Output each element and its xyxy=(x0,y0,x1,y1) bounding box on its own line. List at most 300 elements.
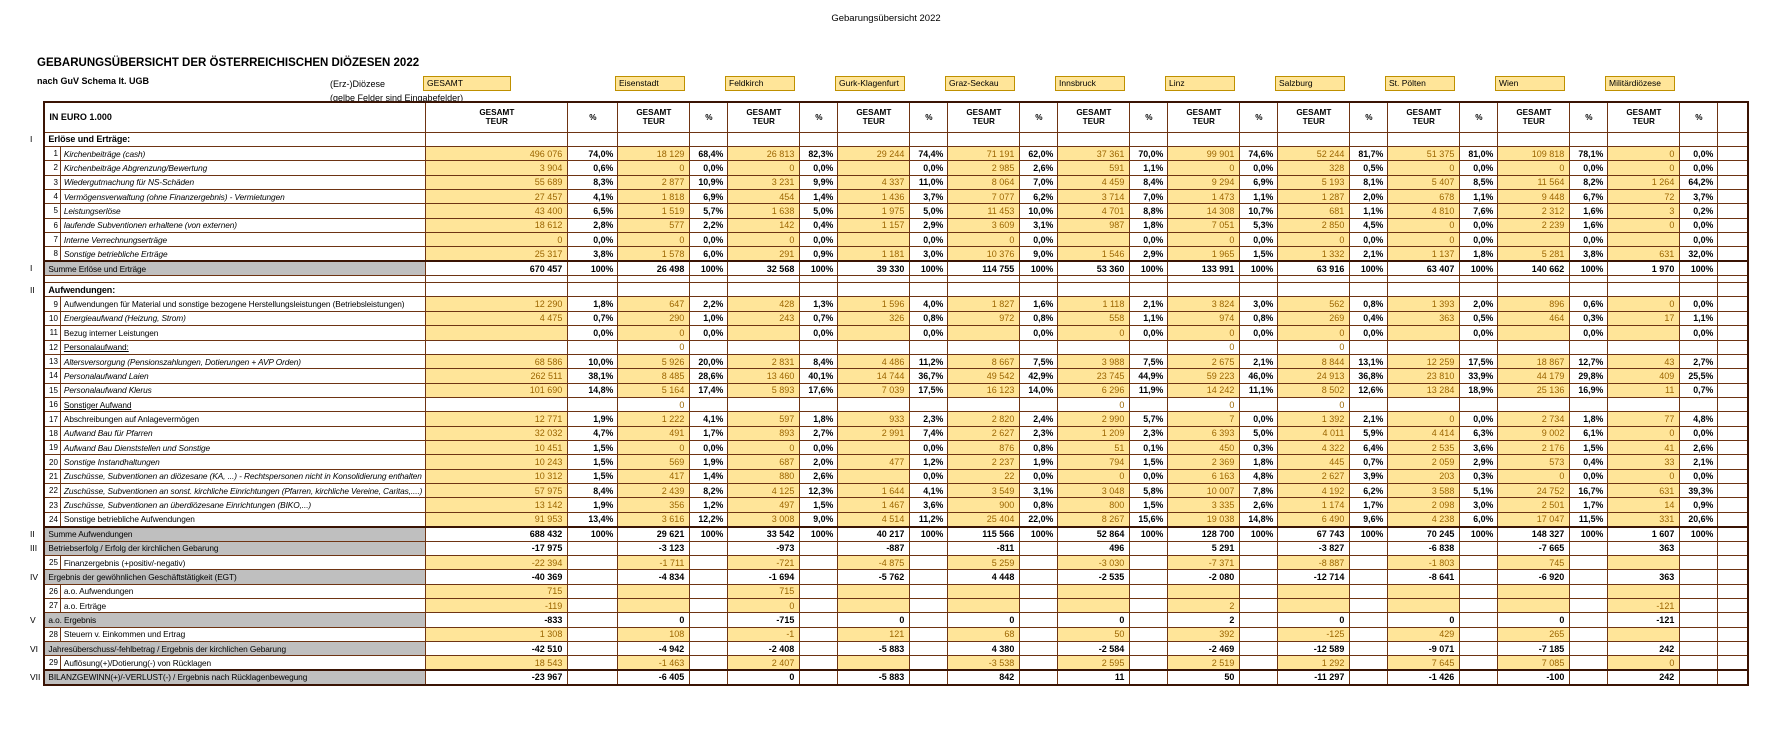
teur-input-eisenstadt[interactable]: 1 519 xyxy=(618,204,690,218)
teur-input-gesamt[interactable]: 1 308 xyxy=(426,627,568,641)
teur-input-graz-seckau[interactable] xyxy=(948,599,1020,613)
teur-input-eisenstadt[interactable]: 0 xyxy=(618,233,690,247)
teur-input-gesamt[interactable]: 32 032 xyxy=(426,426,568,440)
teur-input-wien[interactable]: 896 xyxy=(1498,297,1570,311)
teur-input-gurk-klagenfurt[interactable]: 477 xyxy=(838,455,910,469)
teur-input-wien[interactable]: 0 xyxy=(1498,469,1570,483)
teur-input-innsbruck[interactable]: 1 546 xyxy=(1058,247,1130,261)
teur-input-salzburg[interactable]: 0 xyxy=(1278,326,1350,340)
diocese-header-innsbruck[interactable]: Innsbruck xyxy=(1055,76,1125,91)
teur-input-gurk-klagenfurt[interactable] xyxy=(838,441,910,455)
teur-input-gurk-klagenfurt[interactable]: 1 644 xyxy=(838,484,910,498)
teur-input-militardiozese[interactable]: 33 xyxy=(1608,455,1680,469)
teur-input-eisenstadt[interactable] xyxy=(618,584,690,598)
teur-input-feldkirch[interactable]: 5 893 xyxy=(728,383,800,397)
teur-input-st-polten[interactable]: 7 645 xyxy=(1388,656,1460,670)
diocese-header-militardiozese[interactable]: Militärdiözese xyxy=(1605,76,1675,91)
teur-input-gesamt[interactable]: 18 612 xyxy=(426,218,568,232)
teur-input-militardiozese[interactable]: 41 xyxy=(1608,441,1680,455)
teur-input-feldkirch[interactable]: 3 231 xyxy=(728,175,800,189)
teur-input-salzburg[interactable]: 4 192 xyxy=(1278,484,1350,498)
teur-input-feldkirch[interactable]: 880 xyxy=(728,469,800,483)
teur-input-innsbruck[interactable]: 591 xyxy=(1058,161,1130,175)
teur-input-salzburg[interactable]: 562 xyxy=(1278,297,1350,311)
teur-input-graz-seckau[interactable]: 2 627 xyxy=(948,426,1020,440)
teur-input-feldkirch[interactable]: 3 008 xyxy=(728,512,800,526)
teur-input-wien[interactable] xyxy=(1498,233,1570,247)
teur-input-st-polten[interactable]: 0 xyxy=(1388,233,1460,247)
teur-input-militardiozese[interactable]: 11 xyxy=(1608,383,1680,397)
teur-input-innsbruck[interactable]: 794 xyxy=(1058,455,1130,469)
diocese-header-gesamt[interactable]: GESAMT xyxy=(423,76,511,91)
teur-input-salzburg[interactable]: 1 332 xyxy=(1278,247,1350,261)
diocese-header-wien[interactable]: Wien xyxy=(1495,76,1565,91)
teur-input-st-polten[interactable]: 13 284 xyxy=(1388,383,1460,397)
teur-input-salzburg[interactable]: 269 xyxy=(1278,311,1350,325)
teur-input-innsbruck[interactable]: 800 xyxy=(1058,498,1130,512)
teur-input-militardiozese[interactable]: 0 xyxy=(1608,656,1680,670)
teur-input-linz[interactable]: 450 xyxy=(1168,441,1240,455)
teur-input-militardiozese[interactable]: 0 xyxy=(1608,146,1680,160)
teur-input-salzburg[interactable] xyxy=(1278,599,1350,613)
teur-input-wien[interactable]: 9 002 xyxy=(1498,426,1570,440)
teur-input-gurk-klagenfurt[interactable]: -4 875 xyxy=(838,555,910,569)
teur-input-wien[interactable]: 2 312 xyxy=(1498,204,1570,218)
teur-input-gurk-klagenfurt[interactable]: 4 337 xyxy=(838,175,910,189)
teur-input-graz-seckau[interactable]: 71 191 xyxy=(948,146,1020,160)
teur-input-gurk-klagenfurt[interactable]: 1 975 xyxy=(838,204,910,218)
teur-input-linz[interactable]: 99 901 xyxy=(1168,146,1240,160)
teur-input-gurk-klagenfurt[interactable] xyxy=(838,233,910,247)
teur-input-militardiozese[interactable]: -121 xyxy=(1608,599,1680,613)
teur-input-gesamt[interactable]: 101 690 xyxy=(426,383,568,397)
diocese-header-gurk-klagenfurt[interactable]: Gurk-Klagenfurt xyxy=(835,76,905,91)
teur-input-wien[interactable]: 573 xyxy=(1498,455,1570,469)
teur-input-innsbruck[interactable]: 51 xyxy=(1058,441,1130,455)
teur-input-gesamt[interactable]: 55 689 xyxy=(426,175,568,189)
teur-input-gesamt[interactable]: 3 904 xyxy=(426,161,568,175)
teur-input-linz[interactable]: 1 965 xyxy=(1168,247,1240,261)
teur-input-innsbruck[interactable]: 987 xyxy=(1058,218,1130,232)
teur-input-graz-seckau[interactable]: 8 064 xyxy=(948,175,1020,189)
teur-input-eisenstadt[interactable]: 5 926 xyxy=(618,354,690,368)
teur-input-wien[interactable]: 7 085 xyxy=(1498,656,1570,670)
teur-input-gesamt[interactable]: 27 457 xyxy=(426,189,568,203)
teur-input-gesamt[interactable]: 10 243 xyxy=(426,455,568,469)
teur-input-innsbruck[interactable]: 50 xyxy=(1058,627,1130,641)
teur-input-innsbruck[interactable] xyxy=(1058,599,1130,613)
teur-input-wien[interactable]: 2 176 xyxy=(1498,441,1570,455)
teur-input-wien[interactable]: 745 xyxy=(1498,555,1570,569)
teur-input-gurk-klagenfurt[interactable]: 326 xyxy=(838,311,910,325)
teur-input-st-polten[interactable]: 51 375 xyxy=(1388,146,1460,160)
teur-input-linz[interactable]: 0 xyxy=(1168,233,1240,247)
teur-input-militardiozese[interactable]: 77 xyxy=(1608,412,1680,426)
teur-input-gurk-klagenfurt[interactable]: 933 xyxy=(838,412,910,426)
teur-input-wien[interactable]: 24 752 xyxy=(1498,484,1570,498)
teur-input-st-polten[interactable]: 4 238 xyxy=(1388,512,1460,526)
teur-input-innsbruck[interactable]: 2 990 xyxy=(1058,412,1130,426)
teur-input-eisenstadt[interactable]: 0 xyxy=(618,326,690,340)
teur-input-innsbruck[interactable]: 6 296 xyxy=(1058,383,1130,397)
teur-input-innsbruck[interactable]: 0 xyxy=(1058,326,1130,340)
teur-input-innsbruck[interactable] xyxy=(1058,233,1130,247)
teur-input-salzburg[interactable]: 1 287 xyxy=(1278,189,1350,203)
teur-input-salzburg[interactable]: 8 502 xyxy=(1278,383,1350,397)
teur-input-graz-seckau[interactable]: 972 xyxy=(948,311,1020,325)
teur-input-st-polten[interactable]: 2 098 xyxy=(1388,498,1460,512)
teur-input-gesamt[interactable]: 13 142 xyxy=(426,498,568,512)
teur-input-feldkirch[interactable]: 497 xyxy=(728,498,800,512)
teur-input-gurk-klagenfurt[interactable] xyxy=(838,599,910,613)
teur-input-gesamt[interactable]: 18 543 xyxy=(426,656,568,670)
teur-input-st-polten[interactable]: 4 810 xyxy=(1388,204,1460,218)
teur-input-wien[interactable]: 9 448 xyxy=(1498,189,1570,203)
teur-input-militardiozese[interactable]: 631 xyxy=(1608,484,1680,498)
teur-input-gesamt[interactable] xyxy=(426,326,568,340)
teur-input-graz-seckau[interactable]: 0 xyxy=(948,233,1020,247)
teur-input-linz[interactable]: 59 223 xyxy=(1168,369,1240,383)
teur-input-gurk-klagenfurt[interactable] xyxy=(838,161,910,175)
teur-input-gurk-klagenfurt[interactable]: 14 744 xyxy=(838,369,910,383)
teur-input-st-polten[interactable]: 0 xyxy=(1388,218,1460,232)
teur-input-linz[interactable]: 2 xyxy=(1168,599,1240,613)
teur-input-graz-seckau[interactable]: 16 123 xyxy=(948,383,1020,397)
teur-input-eisenstadt[interactable]: -1 711 xyxy=(618,555,690,569)
teur-input-innsbruck[interactable]: 3 048 xyxy=(1058,484,1130,498)
teur-input-linz[interactable]: -7 371 xyxy=(1168,555,1240,569)
teur-input-militardiozese[interactable]: 0 xyxy=(1608,161,1680,175)
teur-input-st-polten[interactable]: 678 xyxy=(1388,189,1460,203)
teur-input-gesamt[interactable]: 0 xyxy=(426,233,568,247)
teur-input-feldkirch[interactable]: 13 460 xyxy=(728,369,800,383)
teur-input-wien[interactable]: 11 564 xyxy=(1498,175,1570,189)
teur-input-militardiozese[interactable]: 409 xyxy=(1608,369,1680,383)
teur-input-linz[interactable]: 7 051 xyxy=(1168,218,1240,232)
diocese-header-eisenstadt[interactable]: Eisenstadt xyxy=(615,76,685,91)
teur-input-eisenstadt[interactable]: 8 485 xyxy=(618,369,690,383)
teur-input-linz[interactable] xyxy=(1168,584,1240,598)
teur-input-eisenstadt[interactable]: 5 164 xyxy=(618,383,690,397)
teur-input-salzburg[interactable]: 1 292 xyxy=(1278,656,1350,670)
teur-input-wien[interactable]: 2 239 xyxy=(1498,218,1570,232)
teur-input-gesamt[interactable]: 10 451 xyxy=(426,441,568,455)
diocese-header-linz[interactable]: Linz xyxy=(1165,76,1235,91)
teur-input-feldkirch[interactable]: 2 831 xyxy=(728,354,800,368)
teur-input-linz[interactable]: 19 038 xyxy=(1168,512,1240,526)
teur-input-gesamt[interactable]: 10 312 xyxy=(426,469,568,483)
teur-input-st-polten[interactable]: 2 535 xyxy=(1388,441,1460,455)
teur-input-militardiozese[interactable]: 631 xyxy=(1608,247,1680,261)
teur-input-eisenstadt[interactable]: 1 578 xyxy=(618,247,690,261)
teur-input-wien[interactable]: 109 818 xyxy=(1498,146,1570,160)
teur-input-militardiozese[interactable]: 17 xyxy=(1608,311,1680,325)
teur-input-feldkirch[interactable]: 0 xyxy=(728,599,800,613)
teur-input-gurk-klagenfurt[interactable] xyxy=(838,326,910,340)
teur-input-feldkirch[interactable]: 893 xyxy=(728,426,800,440)
teur-input-graz-seckau[interactable]: 5 259 xyxy=(948,555,1020,569)
teur-input-innsbruck[interactable]: 8 267 xyxy=(1058,512,1130,526)
teur-input-gurk-klagenfurt[interactable]: 4 486 xyxy=(838,354,910,368)
teur-input-gurk-klagenfurt[interactable]: 1 181 xyxy=(838,247,910,261)
teur-input-st-polten[interactable]: 3 588 xyxy=(1388,484,1460,498)
teur-input-salzburg[interactable]: 445 xyxy=(1278,455,1350,469)
teur-input-graz-seckau[interactable]: 900 xyxy=(948,498,1020,512)
teur-input-wien[interactable] xyxy=(1498,584,1570,598)
teur-input-eisenstadt[interactable]: 1 818 xyxy=(618,189,690,203)
teur-input-linz[interactable]: 1 473 xyxy=(1168,189,1240,203)
teur-input-eisenstadt[interactable]: 356 xyxy=(618,498,690,512)
teur-input-gurk-klagenfurt[interactable] xyxy=(838,656,910,670)
teur-input-salzburg[interactable]: 5 193 xyxy=(1278,175,1350,189)
teur-input-salzburg[interactable]: 24 913 xyxy=(1278,369,1350,383)
teur-input-st-polten[interactable]: 0 xyxy=(1388,412,1460,426)
teur-input-eisenstadt[interactable]: 0 xyxy=(618,441,690,455)
teur-input-innsbruck[interactable]: 3 988 xyxy=(1058,354,1130,368)
teur-input-feldkirch[interactable]: 1 638 xyxy=(728,204,800,218)
teur-input-militardiozese[interactable] xyxy=(1608,627,1680,641)
teur-input-eisenstadt[interactable]: 0 xyxy=(618,161,690,175)
teur-input-militardiozese[interactable]: 14 xyxy=(1608,498,1680,512)
teur-input-graz-seckau[interactable]: 22 xyxy=(948,469,1020,483)
teur-input-graz-seckau[interactable]: 10 376 xyxy=(948,247,1020,261)
teur-input-innsbruck[interactable]: -3 030 xyxy=(1058,555,1130,569)
teur-input-gurk-klagenfurt[interactable]: 1 157 xyxy=(838,218,910,232)
teur-input-gesamt[interactable]: -119 xyxy=(426,599,568,613)
teur-input-feldkirch[interactable]: 597 xyxy=(728,412,800,426)
teur-input-eisenstadt[interactable]: 108 xyxy=(618,627,690,641)
teur-input-militardiozese[interactable] xyxy=(1608,233,1680,247)
teur-input-feldkirch[interactable]: 0 xyxy=(728,161,800,175)
teur-input-salzburg[interactable]: 0 xyxy=(1278,233,1350,247)
teur-input-graz-seckau[interactable]: 11 453 xyxy=(948,204,1020,218)
teur-input-feldkirch[interactable]: -721 xyxy=(728,555,800,569)
teur-input-militardiozese[interactable]: 1 264 xyxy=(1608,175,1680,189)
teur-input-gesamt[interactable]: 715 xyxy=(426,584,568,598)
teur-input-militardiozese[interactable]: 331 xyxy=(1608,512,1680,526)
teur-input-st-polten[interactable]: 203 xyxy=(1388,469,1460,483)
teur-input-graz-seckau[interactable]: 3 609 xyxy=(948,218,1020,232)
teur-input-st-polten[interactable]: 0 xyxy=(1388,161,1460,175)
teur-input-st-polten[interactable]: 5 407 xyxy=(1388,175,1460,189)
teur-input-militardiozese[interactable] xyxy=(1608,555,1680,569)
teur-input-wien[interactable]: 464 xyxy=(1498,311,1570,325)
teur-input-militardiozese[interactable] xyxy=(1608,584,1680,598)
teur-input-militardiozese[interactable] xyxy=(1608,326,1680,340)
teur-input-graz-seckau[interactable]: 876 xyxy=(948,441,1020,455)
teur-input-eisenstadt[interactable]: 1 222 xyxy=(618,412,690,426)
teur-input-graz-seckau[interactable]: 2 237 xyxy=(948,455,1020,469)
teur-input-gurk-klagenfurt[interactable]: 29 244 xyxy=(838,146,910,160)
teur-input-eisenstadt[interactable]: -1 463 xyxy=(618,656,690,670)
teur-input-graz-seckau[interactable]: 7 077 xyxy=(948,189,1020,203)
teur-input-st-polten[interactable]: 1 393 xyxy=(1388,297,1460,311)
teur-input-innsbruck[interactable]: 2 595 xyxy=(1058,656,1130,670)
teur-input-linz[interactable]: 6 393 xyxy=(1168,426,1240,440)
teur-input-gurk-klagenfurt[interactable]: 1 467 xyxy=(838,498,910,512)
teur-input-innsbruck[interactable]: 0 xyxy=(1058,469,1130,483)
teur-input-eisenstadt[interactable]: 491 xyxy=(618,426,690,440)
teur-input-wien[interactable]: 265 xyxy=(1498,627,1570,641)
teur-input-gesamt[interactable]: 262 511 xyxy=(426,369,568,383)
teur-input-eisenstadt[interactable]: 647 xyxy=(618,297,690,311)
teur-input-feldkirch[interactable]: 142 xyxy=(728,218,800,232)
teur-input-salzburg[interactable]: 328 xyxy=(1278,161,1350,175)
teur-input-salzburg[interactable] xyxy=(1278,584,1350,598)
teur-input-linz[interactable]: 2 369 xyxy=(1168,455,1240,469)
teur-input-st-polten[interactable]: 4 414 xyxy=(1388,426,1460,440)
teur-input-gurk-klagenfurt[interactable]: 7 039 xyxy=(838,383,910,397)
teur-input-militardiozese[interactable]: 0 xyxy=(1608,297,1680,311)
teur-input-gurk-klagenfurt[interactable] xyxy=(838,584,910,598)
teur-input-gurk-klagenfurt[interactable]: 4 514 xyxy=(838,512,910,526)
teur-input-eisenstadt[interactable]: 577 xyxy=(618,218,690,232)
teur-input-militardiozese[interactable]: 0 xyxy=(1608,426,1680,440)
teur-input-gurk-klagenfurt[interactable]: 2 991 xyxy=(838,426,910,440)
teur-input-linz[interactable]: 14 242 xyxy=(1168,383,1240,397)
teur-input-wien[interactable] xyxy=(1498,599,1570,613)
teur-input-gurk-klagenfurt[interactable]: 1 596 xyxy=(838,297,910,311)
teur-input-linz[interactable]: 0 xyxy=(1168,161,1240,175)
teur-input-salzburg[interactable]: 2 850 xyxy=(1278,218,1350,232)
teur-input-linz[interactable]: 2 519 xyxy=(1168,656,1240,670)
teur-input-wien[interactable]: 0 xyxy=(1498,161,1570,175)
teur-input-gesamt[interactable]: 496 076 xyxy=(426,146,568,160)
teur-input-gesamt[interactable]: 91 953 xyxy=(426,512,568,526)
teur-input-gesamt[interactable]: 12 771 xyxy=(426,412,568,426)
teur-input-st-polten[interactable]: 1 137 xyxy=(1388,247,1460,261)
teur-input-salzburg[interactable]: 681 xyxy=(1278,204,1350,218)
teur-input-st-polten[interactable] xyxy=(1388,599,1460,613)
teur-input-eisenstadt[interactable]: 417 xyxy=(618,469,690,483)
teur-input-salzburg[interactable]: 4 322 xyxy=(1278,441,1350,455)
teur-input-feldkirch[interactable]: 715 xyxy=(728,584,800,598)
teur-input-gurk-klagenfurt[interactable] xyxy=(838,469,910,483)
teur-input-graz-seckau[interactable]: 3 549 xyxy=(948,484,1020,498)
teur-input-wien[interactable]: 5 281 xyxy=(1498,247,1570,261)
teur-input-innsbruck[interactable]: 1 209 xyxy=(1058,426,1130,440)
teur-input-gurk-klagenfurt[interactable]: 121 xyxy=(838,627,910,641)
teur-input-st-polten[interactable]: -1 803 xyxy=(1388,555,1460,569)
teur-input-linz[interactable]: 3 824 xyxy=(1168,297,1240,311)
teur-input-feldkirch[interactable]: 4 125 xyxy=(728,484,800,498)
teur-input-eisenstadt[interactable]: 569 xyxy=(618,455,690,469)
teur-input-graz-seckau[interactable]: 68 xyxy=(948,627,1020,641)
teur-input-graz-seckau[interactable]: 2 985 xyxy=(948,161,1020,175)
teur-input-salzburg[interactable]: 4 011 xyxy=(1278,426,1350,440)
teur-input-wien[interactable] xyxy=(1498,326,1570,340)
diocese-header-st-polten[interactable]: St. Pölten xyxy=(1385,76,1455,91)
teur-input-militardiozese[interactable]: 43 xyxy=(1608,354,1680,368)
teur-input-wien[interactable]: 2 734 xyxy=(1498,412,1570,426)
teur-input-st-polten[interactable]: 12 259 xyxy=(1388,354,1460,368)
teur-input-graz-seckau[interactable] xyxy=(948,326,1020,340)
teur-input-linz[interactable]: 3 335 xyxy=(1168,498,1240,512)
teur-input-innsbruck[interactable]: 4 701 xyxy=(1058,204,1130,218)
teur-input-st-polten[interactable]: 23 810 xyxy=(1388,369,1460,383)
teur-input-st-polten[interactable]: 429 xyxy=(1388,627,1460,641)
teur-input-eisenstadt[interactable]: 290 xyxy=(618,311,690,325)
teur-input-gesamt[interactable]: 68 586 xyxy=(426,354,568,368)
teur-input-gesamt[interactable]: 12 290 xyxy=(426,297,568,311)
teur-input-eisenstadt[interactable]: 3 616 xyxy=(618,512,690,526)
teur-input-salzburg[interactable]: 8 844 xyxy=(1278,354,1350,368)
teur-input-feldkirch[interactable]: 291 xyxy=(728,247,800,261)
teur-input-militardiozese[interactable]: 0 xyxy=(1608,469,1680,483)
teur-input-linz[interactable]: 0 xyxy=(1168,326,1240,340)
teur-input-linz[interactable]: 14 308 xyxy=(1168,204,1240,218)
teur-input-salzburg[interactable]: -8 887 xyxy=(1278,555,1350,569)
teur-input-linz[interactable]: 10 007 xyxy=(1168,484,1240,498)
teur-input-feldkirch[interactable]: 243 xyxy=(728,311,800,325)
teur-input-gurk-klagenfurt[interactable]: 1 436 xyxy=(838,189,910,203)
teur-input-feldkirch[interactable]: -1 xyxy=(728,627,800,641)
teur-input-linz[interactable]: 2 675 xyxy=(1168,354,1240,368)
teur-input-eisenstadt[interactable]: 18 129 xyxy=(618,146,690,160)
teur-input-gesamt[interactable]: 25 317 xyxy=(426,247,568,261)
teur-input-eisenstadt[interactable] xyxy=(618,599,690,613)
teur-input-feldkirch[interactable] xyxy=(728,326,800,340)
teur-input-innsbruck[interactable]: 4 459 xyxy=(1058,175,1130,189)
teur-input-innsbruck[interactable]: 1 118 xyxy=(1058,297,1130,311)
teur-input-linz[interactable]: 9 294 xyxy=(1168,175,1240,189)
teur-input-graz-seckau[interactable]: 49 542 xyxy=(948,369,1020,383)
teur-input-innsbruck[interactable] xyxy=(1058,584,1130,598)
diocese-header-salzburg[interactable]: Salzburg xyxy=(1275,76,1345,91)
teur-input-innsbruck[interactable]: 23 745 xyxy=(1058,369,1130,383)
teur-input-wien[interactable]: 2 501 xyxy=(1498,498,1570,512)
teur-input-st-polten[interactable]: 363 xyxy=(1388,311,1460,325)
teur-input-eisenstadt[interactable]: 2 877 xyxy=(618,175,690,189)
teur-input-graz-seckau[interactable]: 8 667 xyxy=(948,354,1020,368)
teur-input-salzburg[interactable]: 52 244 xyxy=(1278,146,1350,160)
teur-input-gesamt[interactable]: 57 975 xyxy=(426,484,568,498)
teur-input-innsbruck[interactable]: 37 361 xyxy=(1058,146,1130,160)
teur-input-feldkirch[interactable]: 26 813 xyxy=(728,146,800,160)
teur-input-st-polten[interactable] xyxy=(1388,326,1460,340)
teur-input-linz[interactable]: 974 xyxy=(1168,311,1240,325)
teur-input-gesamt[interactable]: 4 475 xyxy=(426,311,568,325)
teur-input-militardiozese[interactable]: 0 xyxy=(1608,218,1680,232)
teur-input-graz-seckau[interactable]: 1 827 xyxy=(948,297,1020,311)
teur-input-gesamt[interactable]: -22 394 xyxy=(426,555,568,569)
teur-input-innsbruck[interactable]: 558 xyxy=(1058,311,1130,325)
teur-input-wien[interactable]: 25 136 xyxy=(1498,383,1570,397)
teur-input-wien[interactable]: 18 867 xyxy=(1498,354,1570,368)
teur-input-wien[interactable]: 17 047 xyxy=(1498,512,1570,526)
teur-input-salzburg[interactable]: -125 xyxy=(1278,627,1350,641)
teur-input-graz-seckau[interactable]: 2 820 xyxy=(948,412,1020,426)
teur-input-salzburg[interactable]: 1 392 xyxy=(1278,412,1350,426)
teur-input-salzburg[interactable]: 2 627 xyxy=(1278,469,1350,483)
teur-input-feldkirch[interactable]: 454 xyxy=(728,189,800,203)
teur-input-feldkirch[interactable]: 428 xyxy=(728,297,800,311)
teur-input-feldkirch[interactable]: 0 xyxy=(728,441,800,455)
teur-input-feldkirch[interactable]: 0 xyxy=(728,233,800,247)
teur-input-st-polten[interactable]: 2 059 xyxy=(1388,455,1460,469)
teur-input-salzburg[interactable]: 1 174 xyxy=(1278,498,1350,512)
teur-input-militardiozese[interactable]: 3 xyxy=(1608,204,1680,218)
teur-input-linz[interactable]: 392 xyxy=(1168,627,1240,641)
teur-input-gesamt[interactable]: 43 400 xyxy=(426,204,568,218)
teur-input-militardiozese[interactable]: 72 xyxy=(1608,189,1680,203)
teur-input-graz-seckau[interactable]: 25 404 xyxy=(948,512,1020,526)
teur-input-st-polten[interactable] xyxy=(1388,584,1460,598)
teur-input-salzburg[interactable]: 6 490 xyxy=(1278,512,1350,526)
teur-input-feldkirch[interactable]: 687 xyxy=(728,455,800,469)
teur-input-linz[interactable]: 6 163 xyxy=(1168,469,1240,483)
teur-input-linz[interactable]: 7 xyxy=(1168,412,1240,426)
